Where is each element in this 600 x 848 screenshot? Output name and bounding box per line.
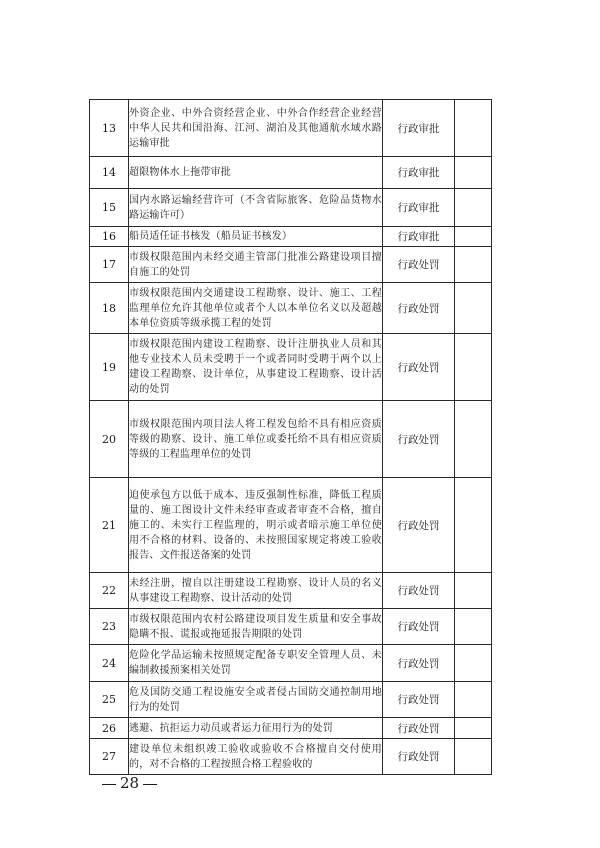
table-row: [90, 227, 492, 247]
item-name: 危险化学品运输未按照规定配备专职安全管理人员、未编制救援预案相关处罚: [129, 645, 383, 682]
row-number: 22: [90, 573, 129, 609]
row-number: 13: [90, 100, 129, 157]
item-type: 行政处罚: [383, 247, 455, 283]
footer-dash-left: [102, 784, 116, 785]
table-row: [90, 100, 492, 157]
empty-cell: [455, 682, 492, 718]
empty-cell: [455, 100, 492, 157]
item-type: 行政审批: [383, 227, 455, 247]
empty-cell: [455, 645, 492, 682]
row-number: 21: [90, 478, 129, 573]
footer-dash-right: [143, 784, 157, 785]
table-row: [90, 157, 492, 189]
item-name: 逃避、抗拒运力动员或者运力征用行为的处罚: [129, 718, 383, 739]
item-type: 行政审批: [383, 157, 455, 189]
row-number: 19: [90, 334, 129, 401]
empty-cell: [455, 283, 492, 334]
item-name: 未经注册，擅自以注册建设工程勘察、设计人员的名义从事建设工程勘察、设计活动的处罚: [129, 573, 383, 609]
item-type: 行政处罚: [383, 401, 455, 478]
row-number: 24: [90, 645, 129, 682]
item-name: 市级权限范围内未经交通主管部门批准公路建设项目擅自施工的处罚: [129, 247, 383, 283]
table-row: [90, 645, 492, 682]
empty-cell: [455, 189, 492, 227]
empty-cell: [455, 227, 492, 247]
row-number: 16: [90, 227, 129, 247]
item-name: 市级权限范围内建设工程勘察、设计注册执业人员和其他专业技术人员未受聘于一个或者同时受聘于两个以上建设工程勘察、设计单位，从事建设工程勘察、设计活动的处罚: [129, 334, 383, 401]
row-number: 25: [90, 682, 129, 718]
empty-cell: [455, 739, 492, 775]
empty-cell: [455, 157, 492, 189]
item-name: 市级权限范围内项目法人将工程发包给不具有相应资质等级的勘察、设计、施工单位或委托给不具有相应资质等级的工程监理单位的处罚: [129, 401, 383, 478]
item-type: 行政处罚: [383, 609, 455, 645]
empty-cell: [455, 334, 492, 401]
item-name: 市级权限范围内农村公路建设项目发生质量和安全事故隐瞒不报、谎报或拖延报告期限的处罚: [129, 609, 383, 645]
item-name: 国内水路运输经营许可（不含省际旅客、危险品货物水路运输许可）: [129, 189, 383, 227]
item-type: 行政处罚: [383, 283, 455, 334]
row-number: 20: [90, 401, 129, 478]
table-row: [90, 478, 492, 573]
row-number: 18: [90, 283, 129, 334]
page-number: 28: [120, 774, 140, 792]
table-row: [90, 609, 492, 645]
table-row: [90, 247, 492, 283]
item-type: 行政处罚: [383, 682, 455, 718]
item-type: 行政审批: [383, 100, 455, 157]
table-row: [90, 334, 492, 401]
row-number: 26: [90, 718, 129, 739]
table-row: [90, 401, 492, 478]
table-row: [90, 573, 492, 609]
item-name: 危及国防交通工程设施安全或者侵占国防交通控制用地行为的处罚: [129, 682, 383, 718]
item-name: 迫使承包方以低于成本、违反强制性标准，降低工程质量的、施工图设计文件未经审查或者审查不合格，擅自施工的、未实行工程监理的，明示或者暗示施工单位使用不合格的材料、设备的、未按照国家规定将竣工验收报告、文件报送备案的处罚: [129, 478, 383, 573]
empty-cell: [455, 401, 492, 478]
empty-cell: [455, 609, 492, 645]
item-name: 市级权限范围内交通建设工程勘察、设计、施工、工程监理单位允许其他单位或者个人以本单位名义以及超越本单位资质等级承揽工程的处罚: [129, 283, 383, 334]
empty-cell: [455, 478, 492, 573]
table-row: [90, 283, 492, 334]
empty-cell: [455, 718, 492, 739]
item-type: 行政处罚: [383, 478, 455, 573]
item-type: 行政审批: [383, 189, 455, 227]
approval-penalty-table: [89, 99, 492, 775]
item-name: 外资企业、中外合资经营企业、中外合作经营企业经营中华人民共和国沿海、江河、湖泊及其他通航水域水路运输审批: [129, 100, 383, 157]
page-footer: [98, 774, 161, 792]
empty-cell: [455, 573, 492, 609]
item-type: 行政处罚: [383, 718, 455, 739]
item-name: 船员适任证书核发（船员证书核发）: [129, 227, 383, 247]
item-type: 行政处罚: [383, 573, 455, 609]
item-type: 行政处罚: [383, 334, 455, 401]
row-number: 14: [90, 157, 129, 189]
item-name: 超限物体水上拖带审批: [129, 157, 383, 189]
row-number: 27: [90, 739, 129, 775]
table-row: [90, 739, 492, 775]
table-body: [90, 100, 492, 775]
row-number: 15: [90, 189, 129, 227]
row-number: 17: [90, 247, 129, 283]
item-type: 行政处罚: [383, 739, 455, 775]
empty-cell: [455, 247, 492, 283]
item-type: 行政处罚: [383, 645, 455, 682]
table-row: [90, 682, 492, 718]
table-row: [90, 718, 492, 739]
row-number: 23: [90, 609, 129, 645]
table-row: [90, 189, 492, 227]
item-name: 建设单位未组织竣工验收或验收不合格擅自交付使用的，对不合格的工程按照合格工程验收的: [129, 739, 383, 775]
